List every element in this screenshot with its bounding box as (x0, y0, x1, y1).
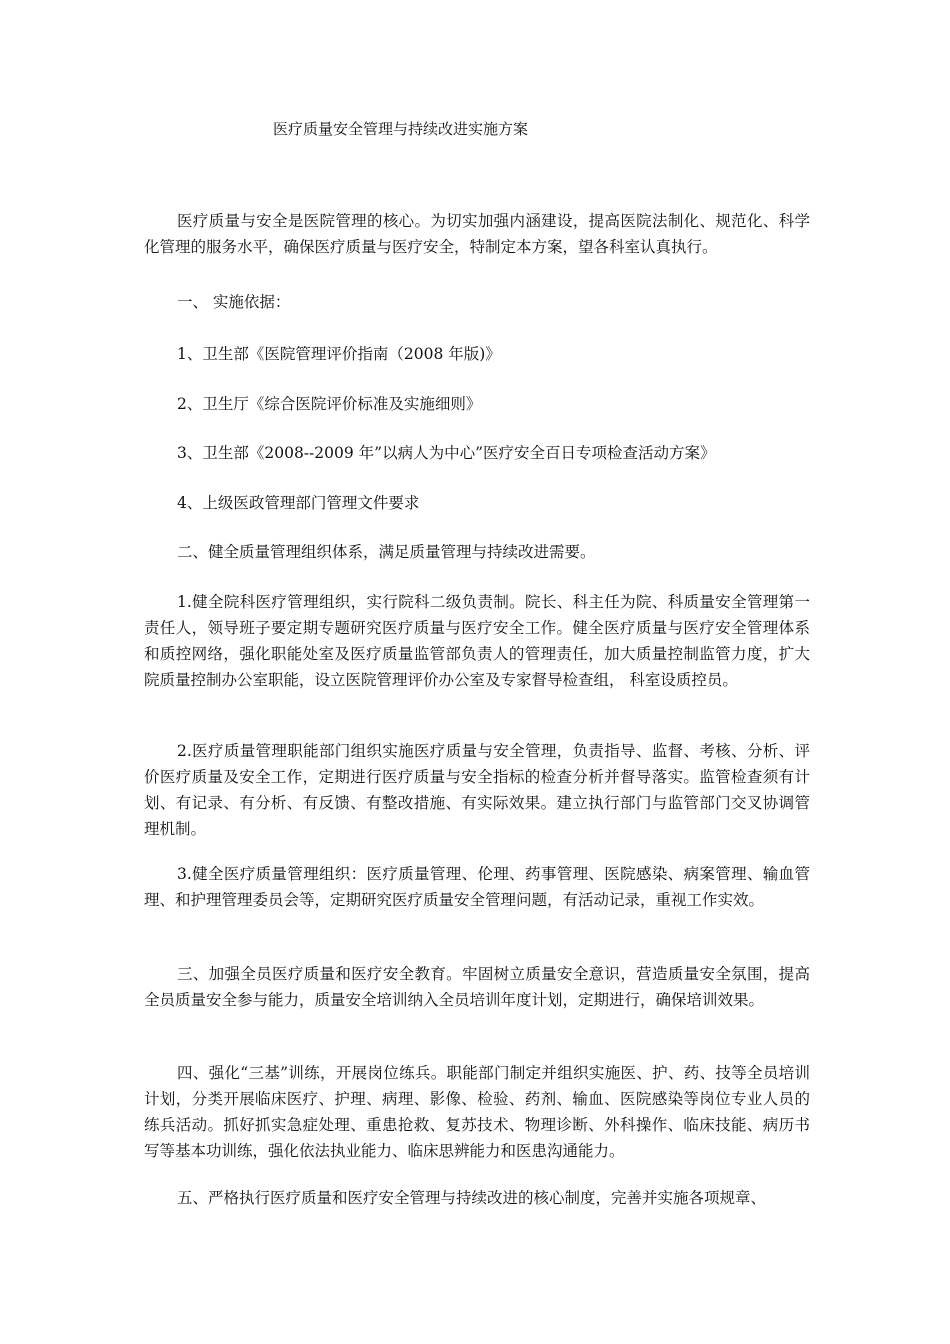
document-title: 医疗质量安全管理与持续改进实施方案 (273, 120, 529, 138)
basis-item-3: 3、卫生部《2008--2009 年”以病人为中心”医疗安全百日专项检查活动方案》 (177, 444, 716, 462)
organization-item-1: 1.健全院科医疗管理组织，实行院科二级负责制。院长、科主任为院、科质量安全管理第一责任人，领导班子要定期专题研究医疗质量与医疗安全工作。健全医疗质量与医疗安全管理体系和质控网络，强化职能处室及医疗质量监管部负责人的管理责任，加大质量控制监管力度，扩大院质量控制办公室职能，设立医院管理评价办公室及专家督导检查组， 科室设质控员。 (144, 593, 810, 689)
intro-paragraph: 医疗质量与安全是医院管理的核心。为切实加强内涵建设，提高医院法制化、规范化、科学化管理的服务水平，确保医疗质量与医疗安全，特制定本方案，望各科室认真执行。 (144, 212, 810, 256)
section-education: 三、加强全员医疗质量和医疗安全教育。牢固树立质量安全意识，营造质量安全氛围，提高全员质量安全参与能力，质量安全培训纳入全员培训年度计划，定期进行，确保培训效果。 (144, 965, 810, 1009)
section-training: 四、强化“三基”训练，开展岗位练兵。职能部门制定并组织实施医、护、药、技等全员培训计划，分类开展临床医疗、护理、病理、影像、检验、药剂、输血、医院感染等岗位专业人员的练兵活动。抓好抓实急症处理、重患抢救、复苏技术、物理诊断、外科操作、临床技能、病历书写等基本功训练，强化依法执业能力、临床思辨能力和医患沟通能力。 (144, 1064, 810, 1160)
basis-item-1: 1、卫生部《医院管理评价指南（2008 年版)》 (177, 345, 501, 363)
basis-item-4: 4、上级医政管理部门管理文件要求 (177, 494, 420, 512)
section-heading-basis: 一、 实施依据： (177, 293, 291, 311)
section-core-system: 五、严格执行医疗质量和医疗安全管理与持续改进的核心制度，完善并实施各项规章、 (177, 1189, 767, 1207)
organization-item-3: 3.健全医疗质量管理组织：医疗质量管理、伦理、药事管理、医院感染、病案管理、输血管理、和护理管理委员会等，定期研究医疗质量安全管理问题，有活动记录，重视工作实效。 (144, 865, 810, 909)
organization-item-2: 2.医疗质量管理职能部门组织实施医疗质量与安全管理，负责指导、监督、考核、分析、评价医疗质量及安全工作，定期进行医疗质量与安全指标的检查分析并督导落实。监管检查须有计划、有记录、有分析、有反馈、有整改措施、有实际效果。建立执行部门与监管部门交叉协调管理机制。 (144, 742, 810, 838)
section-heading-organization: 二、健全质量管理组织体系，满足质量管理与持续改进需要。 (177, 543, 596, 561)
basis-item-2: 2、卫生厅《综合医院评价标准及实施细则》 (177, 395, 482, 413)
